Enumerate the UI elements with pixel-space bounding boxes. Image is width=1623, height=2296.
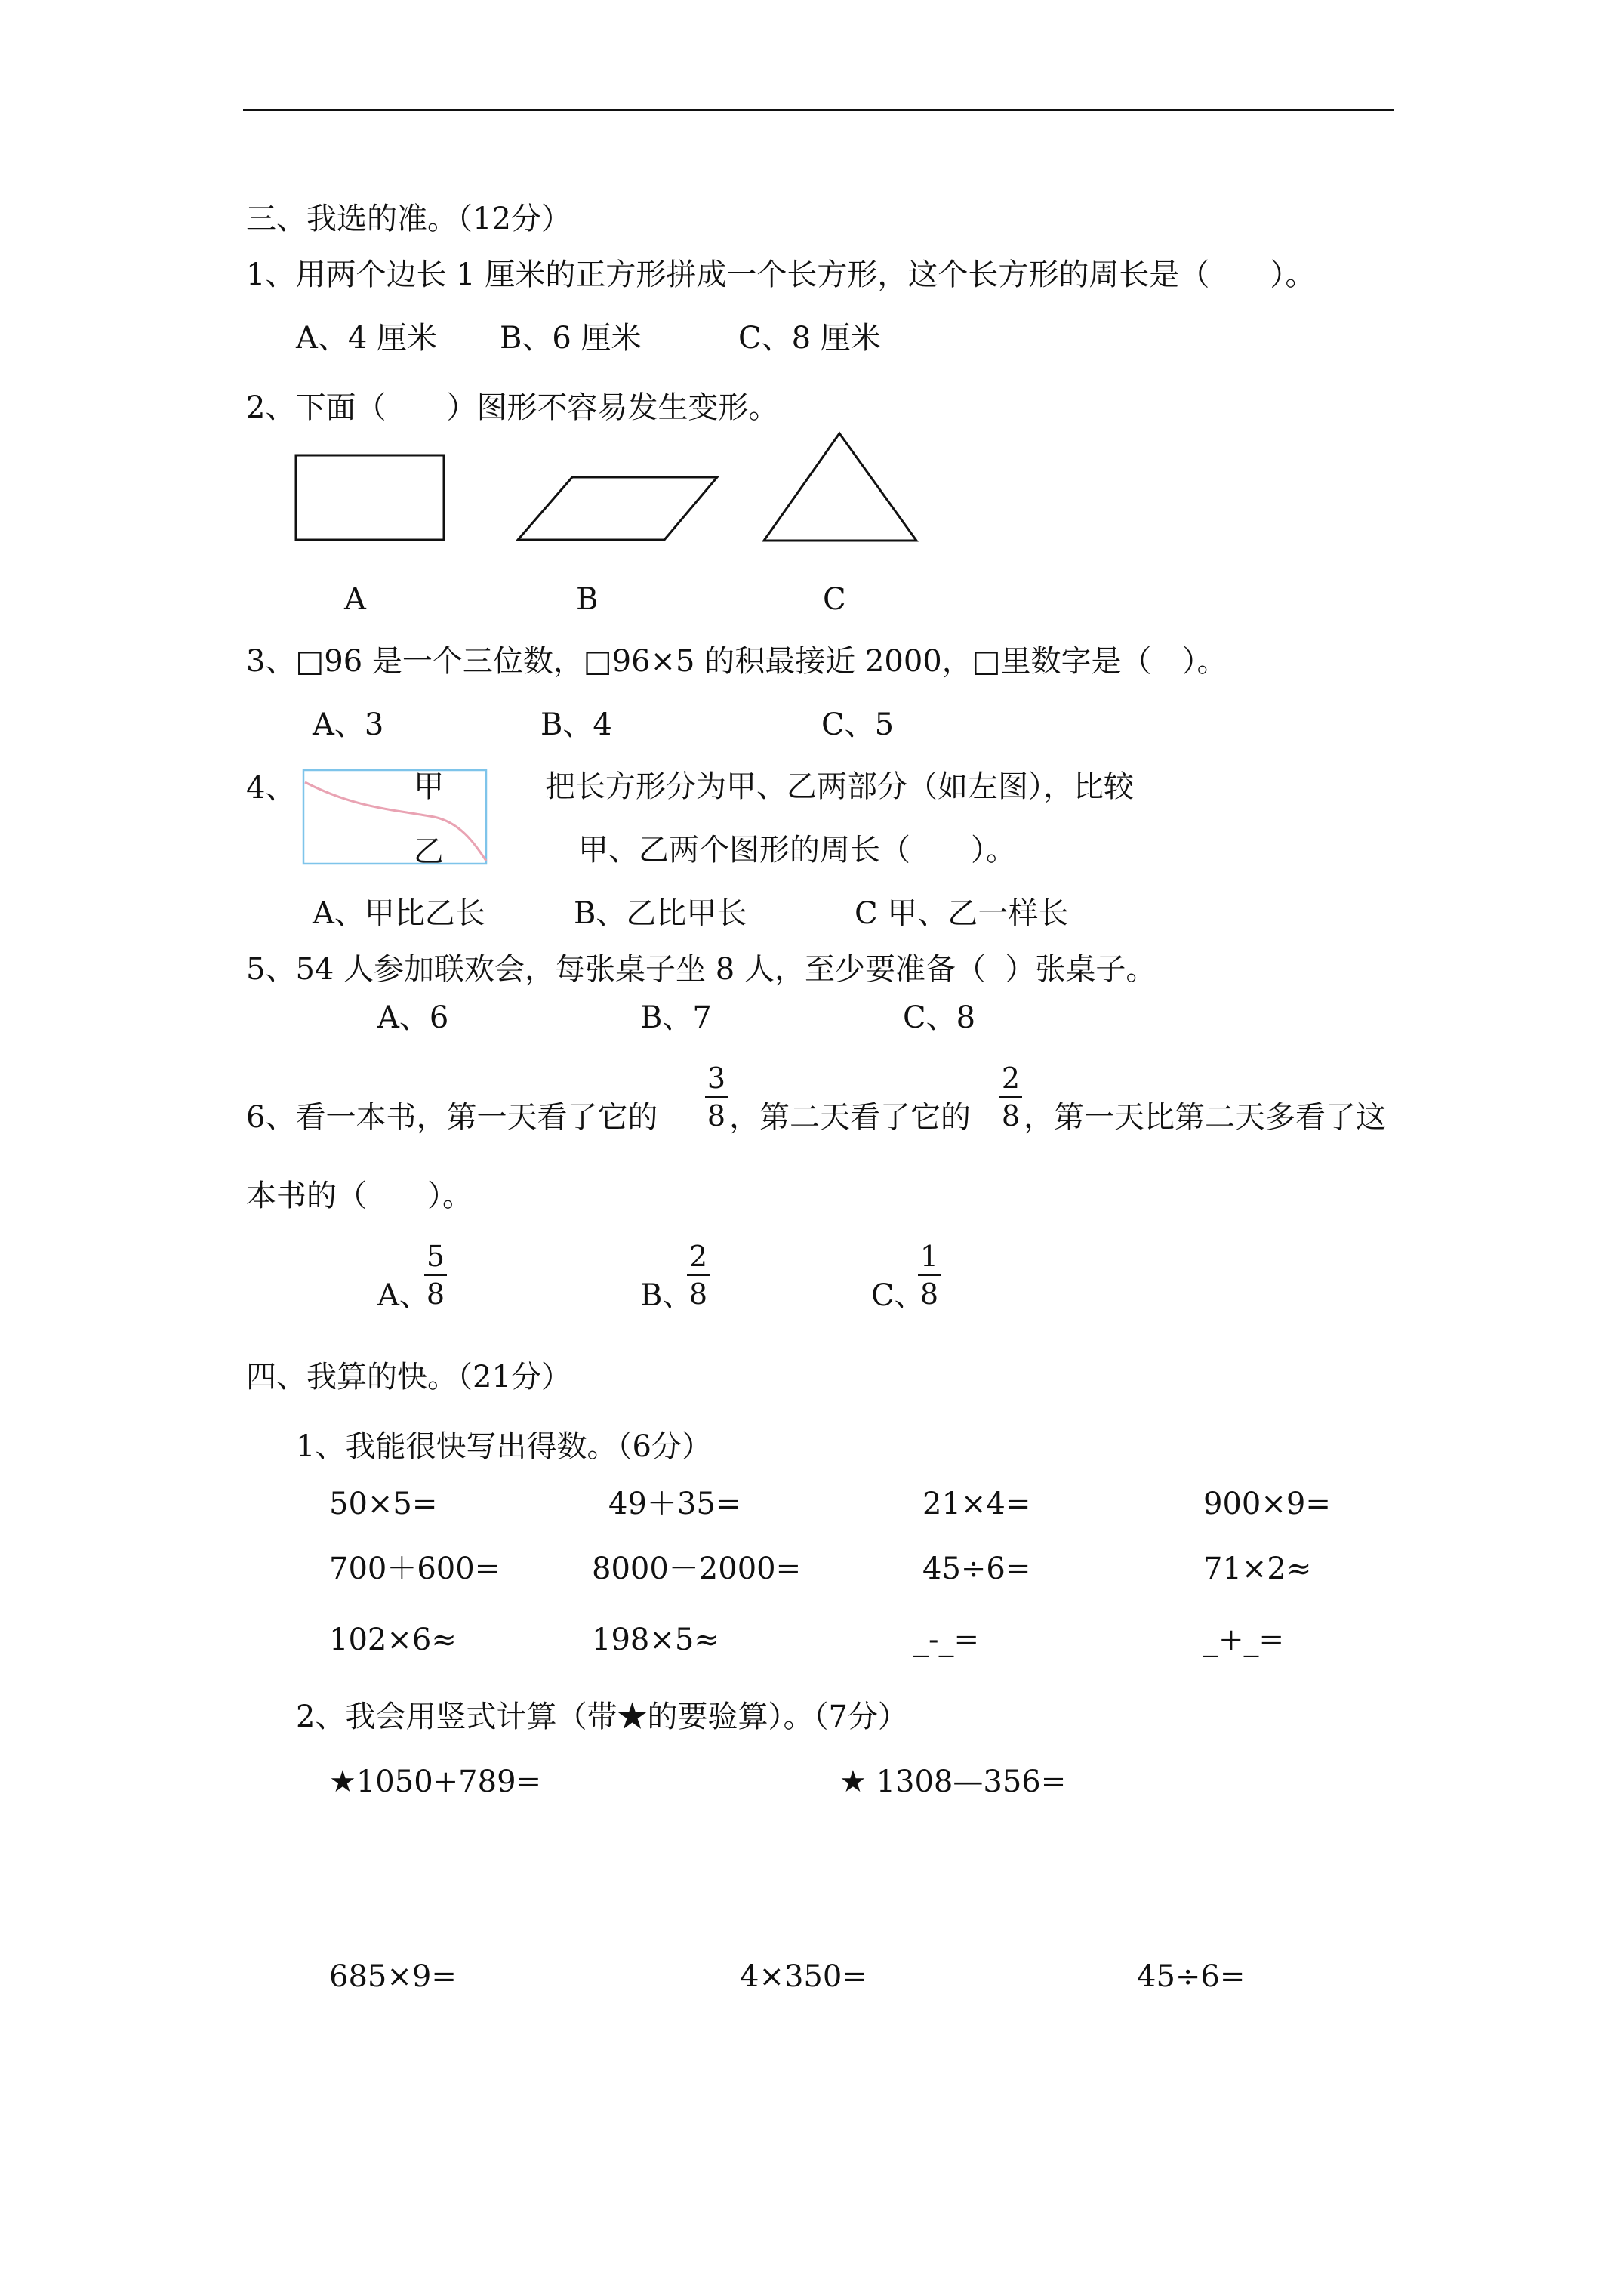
- vertical-calc-3: 685×9=: [329, 1959, 457, 1994]
- vertical-calc-1: ★1050+789=: [329, 1764, 542, 1799]
- fraction-denominator: 8: [707, 1099, 726, 1133]
- q4-number: 4、: [246, 771, 296, 806]
- fraction-bar: [999, 1096, 1022, 1098]
- calc-item: _+_=: [1203, 1623, 1285, 1657]
- q3-option-b: B、4: [540, 707, 612, 742]
- calc-item: 198×5≈: [592, 1623, 719, 1657]
- q1-text: 1、用两个边长 1 厘米的正方形拼成一个长方形，这个长方形的周长是（ ）。: [246, 257, 1316, 292]
- fraction-denominator: 8: [688, 1277, 708, 1311]
- calc-item: 900×9=: [1203, 1487, 1331, 1521]
- q5-option-a: A、6: [377, 1000, 449, 1035]
- dividing-curve: [305, 782, 486, 861]
- q4-option-a: A、甲比乙长: [313, 896, 485, 931]
- q1-option-c: C、8 厘米: [738, 321, 881, 356]
- q3-option-c: C、5: [821, 707, 895, 742]
- q4-option-c: C 甲、乙一样长: [855, 896, 1069, 931]
- q6-option-a-label: A、: [377, 1278, 430, 1313]
- section4-part2-title: 2、我会用竖式计算（带★的要验算）。（7分）: [296, 1700, 908, 1734]
- q4-label-jia: 甲: [414, 769, 444, 804]
- fraction-numerator: 1: [919, 1240, 939, 1273]
- q5-text: 5、54 人参加联欢会，每张桌子坐 8 人，至少要准备（ ）张桌子。: [246, 952, 1156, 987]
- q4-label-yi: 乙: [414, 834, 444, 869]
- fraction-numerator: 3: [707, 1062, 726, 1095]
- q3-option-a: A、3: [313, 707, 384, 742]
- q6-text-part2: ，第二天看了它的: [729, 1100, 971, 1135]
- calc-item: 49＋35=: [608, 1487, 741, 1521]
- calc-item: 21×4=: [922, 1487, 1031, 1521]
- q6-option-b-fraction: [687, 1240, 710, 1311]
- q4-text-line2: 甲、乙两个图形的周长（ ）。: [578, 833, 1016, 868]
- q6-option-c-label: C、: [871, 1278, 925, 1313]
- fraction-bar: [424, 1274, 447, 1276]
- q4-option-b: B、乙比甲长: [574, 896, 747, 931]
- q1-option-b: B、6 厘米: [500, 321, 642, 356]
- q6-text-line2: 本书的（ ）。: [246, 1179, 473, 1213]
- fraction-numerator: 5: [426, 1240, 445, 1273]
- calc-item: 102×6≈: [329, 1623, 457, 1657]
- fraction-bar: [687, 1274, 710, 1276]
- fraction-denominator: 8: [1001, 1099, 1021, 1133]
- q6-option-c-fraction: [918, 1240, 941, 1311]
- q6-option-b-label: B、: [640, 1278, 693, 1313]
- fraction-numerator: 2: [1001, 1062, 1021, 1095]
- calc-item: 71×2≈: [1203, 1552, 1312, 1586]
- q6-option-a-fraction: [424, 1240, 447, 1311]
- q2-label-c: C: [823, 582, 846, 617]
- fraction-bar: [918, 1274, 941, 1276]
- fraction-denominator: 8: [426, 1277, 445, 1311]
- calc-item: 50×5=: [329, 1487, 438, 1521]
- q5-option-b: B、7: [640, 1000, 712, 1035]
- q6-fraction-1: [705, 1062, 728, 1133]
- section4-title: 四、我算的快。（21分）: [246, 1360, 571, 1395]
- q3-text: 3、□96 是一个三位数，□96×5 的积最接近 2000，□里数字是（ ）。: [246, 644, 1227, 679]
- q2-text: 2、下面（ ）图形不容易发生变形。: [246, 390, 779, 425]
- calc-item: _-_=: [913, 1623, 980, 1657]
- calc-item: 700＋600=: [329, 1552, 500, 1586]
- fraction-numerator: 2: [688, 1240, 708, 1273]
- section4-part1-title: 1、我能很快写出得数。（6分）: [296, 1429, 712, 1464]
- fraction-denominator: 8: [919, 1277, 939, 1311]
- fraction-bar: [705, 1096, 728, 1098]
- calc-item: 45÷6=: [922, 1552, 1031, 1586]
- q6-fraction-2: [999, 1062, 1022, 1133]
- calc-item: 8000－2000=: [592, 1552, 802, 1586]
- q6-text-part1: 6、看一本书，第一天看了它的: [246, 1100, 658, 1135]
- q5-option-c: C、8: [903, 1000, 976, 1035]
- q2-label-a: A: [344, 582, 366, 617]
- vertical-calc-4: 4×350=: [740, 1959, 867, 1994]
- q6-text-part3: ，第一天比第二天多看了这: [1024, 1100, 1386, 1135]
- q2-label-b: B: [576, 582, 599, 617]
- q1-option-a: A、4 厘米: [296, 321, 438, 356]
- vertical-calc-5: 45÷6=: [1137, 1959, 1246, 1994]
- q4-text-line1: 把长方形分为甲、乙两部分（如左图），比较: [545, 769, 1134, 804]
- divided-rectangle: [303, 770, 486, 864]
- section3-title: 三、我选的准。（12分）: [246, 202, 571, 236]
- vertical-calc-2: ★ 1308—356=: [839, 1764, 1067, 1799]
